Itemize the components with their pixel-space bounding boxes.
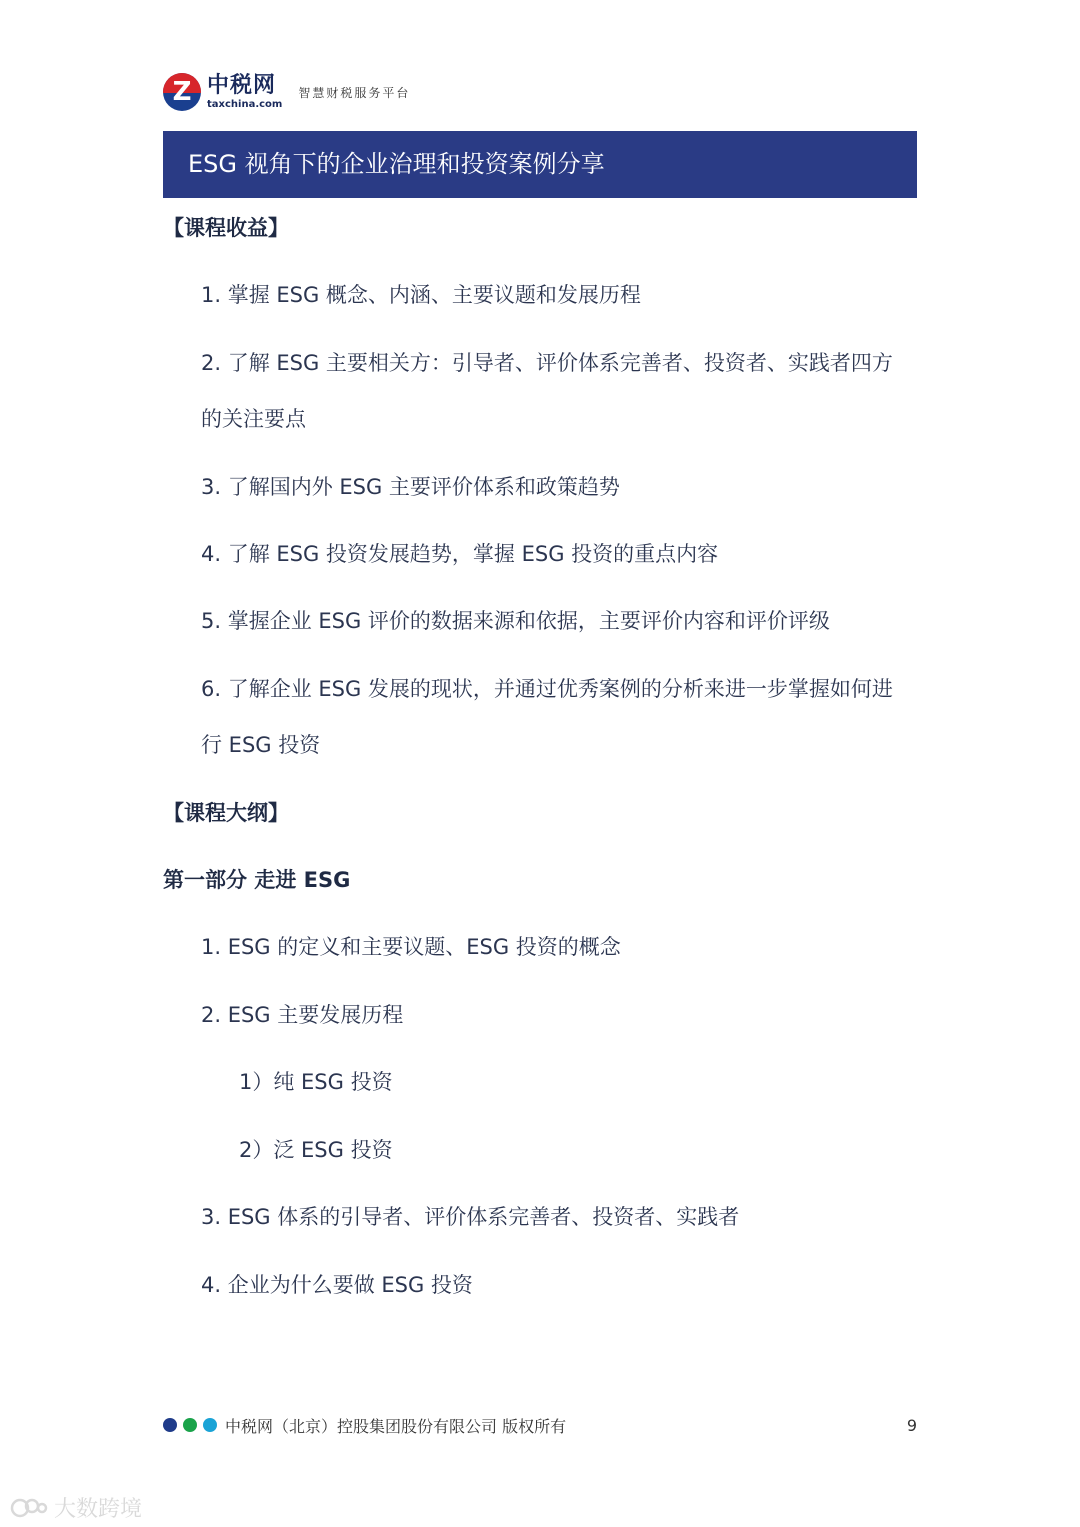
benefit-item-4: 4. 了解 ESG 投资发展趋势，掌握 ESG 投资的重点内容 [201, 542, 719, 566]
logo-slogan: 智慧财税服务平台 [298, 85, 411, 100]
page-title: ESG 视角下的企业治理和投资案例分享 [188, 150, 605, 178]
page-number: 9 [906, 1415, 917, 1435]
outline-subitem-1: 1）纯 ESG 投资 [239, 1070, 393, 1094]
watermark-text: 大数跨境 [54, 1497, 143, 1522]
outline-subitem-2: 2）泛 ESG 投资 [239, 1138, 393, 1162]
logo-text [207, 72, 283, 110]
benefit-item-2: 2. 了解 ESG 主要相关方：引导者、评价体系完善者、投资者、实践者四方 [201, 351, 893, 375]
outline-item-1: 1. ESG 的定义和主要议题、ESG 投资的概念 [201, 935, 621, 959]
benefit-item-6: 6. 了解企业 ESG 发展的现状，并通过优秀案例的分析来进一步掌握如何进 [201, 677, 893, 701]
watermark [10, 1492, 142, 1523]
outline-item-2: 2. ESG 主要发展历程 [201, 1003, 404, 1027]
logo-name: 中税网 [207, 72, 277, 98]
benefit-item-5: 5. 掌握企业 ESG 评价的数据来源和依据，主要评价内容和评价评级 [201, 609, 830, 633]
taxchina-logo-icon: Z [163, 73, 201, 111]
title-banner [163, 131, 917, 198]
page-footer [163, 1414, 917, 1436]
part-1-title: 第一部分 走进 ESG [163, 868, 351, 892]
footer-dot-icon [163, 1418, 177, 1432]
outline-heading: 【课程大纲】 [163, 801, 289, 825]
benefits-heading: 【课程收益】 [163, 216, 289, 240]
benefit-item-3: 3. 了解国内外 ESG 主要评价体系和政策趋势 [201, 475, 620, 499]
outline-item-3: 3. ESG 体系的引导者、评价体系完善者、投资者、实践者 [201, 1205, 740, 1229]
watermark-logo-icon [10, 1496, 48, 1520]
benefit-item-6-continued: 行 ESG 投资 [201, 733, 321, 757]
footer-dot-icon [183, 1418, 197, 1432]
benefit-item-1: 1. 掌握 ESG 概念、内涵、主要议题和发展历程 [201, 283, 641, 307]
logo-domain: taxchina.com [207, 98, 283, 110]
copyright-text: 中税网（北京）控股集团股份有限公司 版权所有 [225, 1416, 567, 1436]
outline-item-4: 4. 企业为什么要做 ESG 投资 [201, 1273, 473, 1297]
brand-logo [163, 70, 410, 114]
benefit-item-2-continued: 的关注要点 [201, 407, 306, 431]
footer-dot-icon [203, 1418, 217, 1432]
